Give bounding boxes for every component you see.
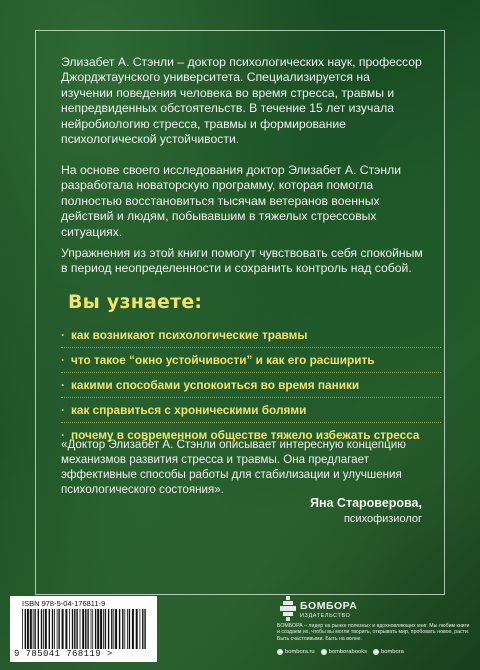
barcode-bar (108, 609, 109, 649)
barcode-bar (33, 609, 34, 649)
barcode-bar (74, 609, 75, 649)
barcode-bar (57, 609, 58, 649)
program-paragraph: На основе своего исследования доктор Элизабет А. Стэнли разработала новаторскую программу, которая помогла полностью восстановиться тысячам ветеранов военных действий и людям, побывавшим в тяжелых стрессовых ситуациях. (61, 163, 402, 239)
learn-item (61, 348, 441, 373)
publisher-name: БОМБОРА (300, 600, 358, 612)
exercises-paragraph: Упражнения из этой книги помогут чувствовать себя спокойным в период неопределенности и сохранить контроль над собой. (61, 246, 423, 276)
barcode-bar (62, 609, 64, 649)
learn-heading: Вы узнаете: (68, 291, 203, 313)
barcode-bar (113, 609, 114, 649)
barcode-bar (95, 609, 96, 649)
social-link-bombora[interactable] (373, 649, 404, 655)
barcode-bar (54, 609, 55, 649)
barcode-bar (142, 609, 143, 649)
isbn-text: ISBN 978-5-04-176811-9 (22, 599, 106, 608)
barcode-bar (82, 609, 84, 649)
barcode-bar (85, 609, 86, 649)
barcode-bar (49, 609, 50, 649)
globe-icon (277, 649, 283, 655)
barcode-bar (119, 609, 120, 649)
barcode-bar (41, 609, 42, 649)
barcode-bar (76, 609, 77, 649)
barcode-bar (65, 609, 67, 649)
barcode-bar (69, 609, 70, 649)
barcode-bar (100, 609, 102, 649)
barcode-bar (34, 609, 35, 649)
barcode-bar (124, 609, 125, 649)
social-links (277, 649, 404, 655)
learn-item-text: что такое “окно устойчивости” и как его расширить (71, 353, 375, 367)
barcode-bar (127, 609, 128, 649)
author-name: Яна Староверова, (309, 496, 422, 510)
barcode-bar (43, 609, 44, 649)
barcode-bar (91, 609, 92, 649)
barcode-bar (111, 609, 112, 649)
barcode-bar (97, 609, 99, 649)
barcode-bar (30, 609, 32, 649)
bullet-icon: · (61, 328, 65, 342)
vk-icon (321, 649, 327, 655)
learn-item-text: почему в современном обществе тяжело избежать стресса (71, 428, 420, 442)
learn-item-text: как справиться с хроническими болями (71, 403, 307, 417)
barcode-bar (136, 609, 138, 649)
barcode-bar (140, 609, 141, 649)
social-link-label: bombora (381, 649, 404, 655)
barcode-bar (58, 609, 59, 649)
learn-item (61, 398, 441, 423)
barcode (10, 596, 157, 662)
publisher-sub: ИЗДАТЕЛЬСТВО (300, 613, 351, 619)
bullet-icon: · (61, 378, 65, 392)
learn-list (61, 323, 441, 447)
bullet-icon: · (61, 428, 65, 442)
barcode-bar (115, 609, 117, 649)
bullet-icon: · (61, 403, 65, 417)
barcode-bar (87, 609, 88, 649)
barcode-bar (80, 609, 81, 649)
publisher-block (277, 596, 470, 664)
learn-item-text: как возникают психологические травмы (71, 328, 308, 342)
review-quote: «Доктор Элизабет А. Стэнли описывает интересную концепцию механизмов развития стресса и травмы. Она предлагает эффективные способы работы для стабилизации и улучшения психологического состояния». (61, 438, 406, 496)
barcode-bar (52, 609, 53, 649)
barcode-bar (72, 609, 73, 649)
learn-item-text: какими способами успокоиться во время паники (71, 378, 360, 392)
learn-item (61, 323, 441, 348)
barcode-digits: 9 785041 768119 > (14, 649, 113, 659)
quote-author (310, 496, 422, 525)
barcode-bars (22, 609, 147, 649)
social-link-label: bombora.ru (285, 649, 315, 655)
barcode-bar (129, 609, 130, 649)
barcode-bar (27, 609, 29, 649)
barcode-bar (144, 609, 145, 649)
social-link-label: bomborabooks (328, 649, 368, 655)
bullet-icon: · (61, 353, 65, 367)
publisher-description: БОМБОРА – лидер на рынке полезных и вдохновляющих книг. Мы любим книги и создаем их, чтобы вы могли творить, открывать мир, пробовать новое, расти. Быть счастливыми. Быть на волне. (277, 623, 470, 642)
barcode-bar (38, 609, 39, 649)
barcode-bar (92, 609, 93, 649)
author-role: психофизиолог (343, 513, 422, 525)
barcode-bar (105, 609, 106, 649)
learn-item (61, 373, 441, 398)
author-bio-paragraph: Элизабет А. Стэнли – доктор психологических наук, профессор Джорджтаунского университета. Специализируется на изучении поведения человека во время стресса, травмы и непредвиденных обстоятельств. В течение 15 лет изучала нейробиологию стресса, травмы и формирование психологической устойчивости. (61, 55, 422, 147)
barcode-bar (22, 609, 23, 649)
barcode-bar (103, 609, 104, 649)
barcode-bar (25, 609, 26, 649)
barcode-bar (132, 609, 134, 649)
bombora-logo-icon (280, 596, 296, 622)
barcode-bar (122, 609, 123, 649)
barcode-bar (45, 609, 47, 649)
social-link-site[interactable] (277, 649, 315, 655)
telegram-icon (373, 649, 379, 655)
social-link-books[interactable] (321, 649, 367, 655)
